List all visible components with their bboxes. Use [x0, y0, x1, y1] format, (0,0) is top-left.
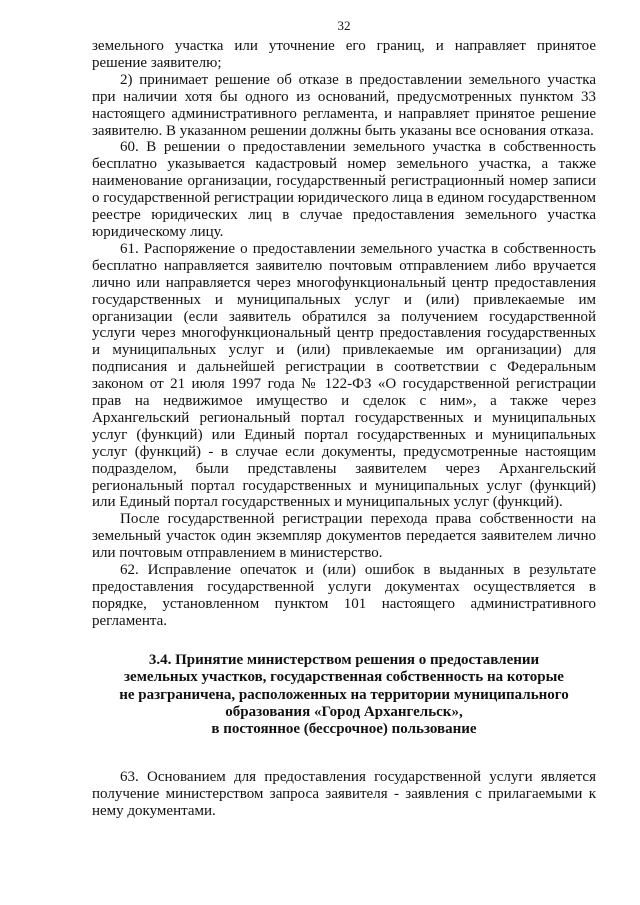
section-heading-line: земельных участков, государственная собственность на которые — [124, 669, 564, 686]
section-heading-line: в постоянное (бессрочное) пользование — [211, 721, 477, 738]
paragraph-63: 63. Основанием для предоставления государственной услуги является получение министерством запроса заявителя - заявления с прилагаемыми к нему документами. — [92, 768, 596, 819]
paragraph-62: 62. Исправление опечаток и (или) ошибок в выданных в результате предоставления государственной услуги документах осуществляется в порядке, установленном пунктом 101 настоящего административного регламента. — [92, 562, 596, 629]
page-number: 32 — [337, 18, 351, 33]
paragraph-continuation: земельного участка или уточнение его границ, и направляет принятое решение заявителю; — [92, 38, 596, 71]
paragraph-61: 61. Распоряжение о предоставлении земельного участка в собственность бесплатно направляется заявителю почтовым отправлением либо вручается лично или направляется через многофункциональный центр предоставления государственных и муниципальных услуг и (или) привлекаемые им организации (если заявитель обратился за получением государственной услуги через многофункциональный центр предоставления государственных и муниципальных услуг и (или) привлекаемые им организации) для подписания и дальнейшей регистрации в соответствии с Федеральным законом от 21 июля 1997 года № 122-ФЗ «О государственной регистрации прав на недвижимое имущество и сделок с ним», а также через Архангельский региональный портал государственных и муниципальных услуг (функций) или Единый портал государственных и муниципальных услуг (функций) - в случае если документы, предусмотренные настоящим подразделом, были представлены заявителем через Архангельский региональный портал государственных и муниципальных услуг (функций) или Единый портал государственных и муниципальных услуг (функций). — [92, 240, 596, 511]
section-heading-line: 3.4. Принятие министерством решения о предоставлении — [148, 651, 540, 668]
document-page — [92, 18, 596, 819]
section-heading-line: не разграничена, расположенных на территории муниципального — [119, 686, 569, 703]
paragraph-after-registration: После государственной регистрации перехода права собственности на земельный участок один экземпляр документов передается заявителем лично или почтовым отправлением в министерство. — [92, 511, 596, 562]
section-heading-line: образования «Город Архангельск», — [225, 703, 463, 720]
paragraph-item-2: 2) принимает решение об отказе в предоставлении земельного участка при наличии хотя бы одного из оснований, предусмотренных пунктом 33 настоящего административного регламента, и направляет принятое решение заявителю. В указанном решении должны быть указаны все основания отказа. — [92, 71, 596, 139]
section-heading — [102, 652, 586, 739]
paragraph-60: 60. В решении о предоставлении земельного участка в собственность бесплатно указывается кадастровый номер земельного участка, а также наименование организации, государственный регистрационный номер записи о государственной регистрации юридического лица в едином государственном реестре юридических лиц в случае предоставления земельного участка юридическому лицу. — [92, 139, 596, 240]
